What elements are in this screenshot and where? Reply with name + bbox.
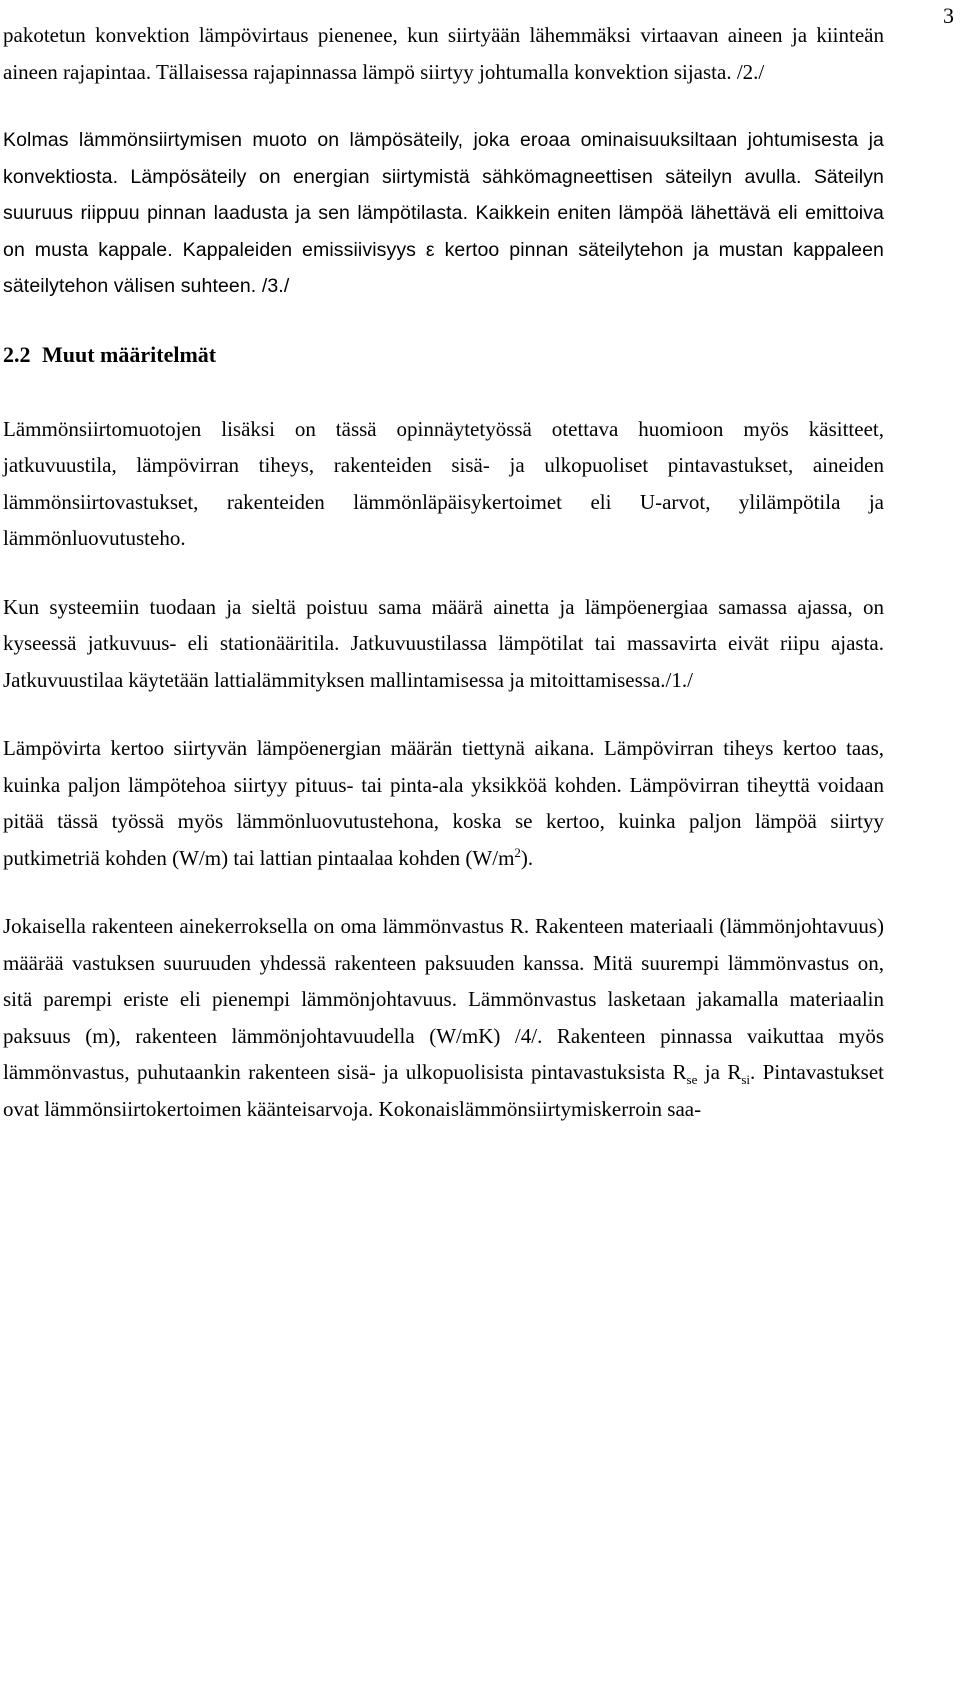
heat-flux-text: Lämpövirta kertoo siirtyvän lämpöenergian määrän tiettynä aikana. Lämpövirran tiheys kertoo taas, kuinka paljon lämpötehoa siirtyy pituus- tai pinta-ala yksikköä kohden. Lämpövirran tiheyttä voidaan pitää tässä työssä myös lämmönluovutustehona, koska se kertoo, kuinka paljon lämpöä siirtyy putkimetriä kohden (W/m) tai lattian pintaalaa kohden (W/m bbox=[3, 736, 884, 870]
section-number: 2.2 bbox=[3, 341, 31, 367]
resistance-text: Jokaisella rakenteen ainekerroksella on oma lämmönvastus R. Rakenteen materiaali (lämmönjohtavuus) määrää vastuksen suuruuden yhdessä rakenteen paksuuden kanssa. Mitä suurempi lämmönvastus on, sitä parempi eriste eli pienempi lämmönjohtavuus. Lämmönvastus lasketaan jakamalla materiaalin paksuus (m), rakenteen lämmönjohtavuudella (W/mK) /4/. Rakenteen pinnassa vaikuttaa myös lämmönvastus, puhutaankin rakenteen sisä- ja ulkopuolisista pintavastuksista R bbox=[3, 914, 884, 1084]
resistance-mid: ja R bbox=[697, 1060, 742, 1084]
paragraph-thermal-resistance bbox=[3, 908, 884, 1127]
section-title: Muut määritelmät bbox=[42, 341, 217, 367]
paragraph-definitions-intro: Lämmönsiirtomuotojen lisäksi on tässä opinnäytetyössä otettava huomioon myös käsitteet, jatkuvuustila, lämpövirran tiheys, rakenteiden sisä- ja ulkopuoliset pintavastukset, aineiden lämmönsiirtovastukset, rakenteiden lämmönläpäisykertoimet eli U-arvot, ylilämpötila ja lämmönluovutusteho. bbox=[3, 416, 884, 550]
subscript-se: se bbox=[686, 1072, 698, 1088]
subscript-si: si bbox=[741, 1072, 751, 1088]
paragraph-convection: pakotetun konvektion lämpövirtaus pienenee, kun siirtyään lähemmäksi virtaavan aineen ja kiinteän aineen rajapintaa. Tällaisessa rajapinnassa lämpö siirtyy johtumalla konvektion sijasta. /2./ bbox=[3, 23, 884, 84]
paragraph-steady-state: Kun systeemiin tuodaan ja sieltä poistuu sama määrä ainetta ja lämpöenergiaa samassa ajassa, on kyseessä jatkuvuus- eli stationääritila. Jatkuvuustilassa lämpötilat tai massavirta eivät riipu ajasta. Jatkuvuustilaa käytetään lattialämmityksen mallintamisessa ja mitoittamisessa./1./ bbox=[3, 594, 884, 692]
page-number: 3 bbox=[943, 3, 954, 28]
heat-flux-end: ). bbox=[520, 845, 534, 870]
superscript-2: 2 bbox=[514, 844, 521, 860]
paragraph-heat-flux bbox=[3, 730, 884, 876]
document-body bbox=[3, 17, 884, 1159]
paragraph-radiation: Kolmas lämmönsiirtymisen muoto on lämpösäteily, joka eroaa ominaisuuksiltaan johtumisesta ja konvektiosta. Lämpösäteily on energian siirtymistä sähkömagneettisen säteilyn avulla. Säteilyn suuruus riippuu pinnan laadusta ja sen lämpötilasta. Kaikkein eniten lämpöä lähettävä eli emittoiva on musta kappale. Kappaleiden emissiivisyys ε kertoo pinnan säteilytehon ja mustan kappaleen säteilytehon välisen suhteen. /3./ bbox=[3, 129, 884, 297]
resistance-end: . Pintavastukset ovat lämmönsiirtokertoimen käänteisarvoja. Kokonaislämmönsiirtymiskerroin saa- bbox=[3, 1060, 884, 1121]
section-heading bbox=[3, 337, 884, 373]
